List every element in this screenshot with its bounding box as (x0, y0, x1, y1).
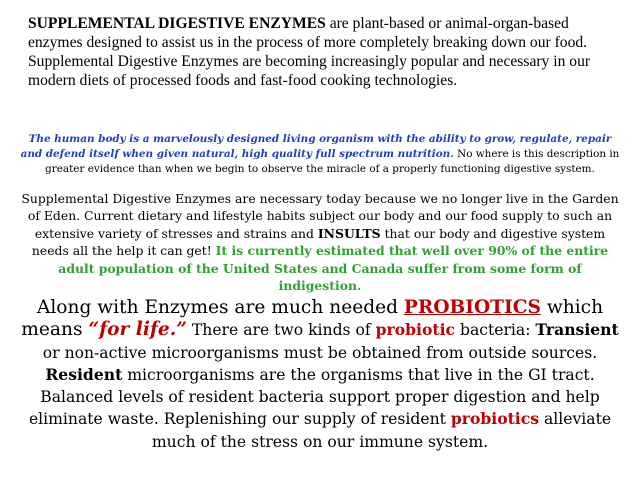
human-body-highlight: The human body is a marvelously designed living organism with the ability to grow, regulate, repair and defend itself when given natural, high quality full spectrum nutrition. (20, 133, 612, 160)
human-body-paragraph (20, 132, 620, 177)
indigestion-statistic: It is currently estimated that well over 90% of the entire adult population of the United States and Canada suffer from some form of indigestion. (58, 243, 609, 294)
necessity-text-2: that our body and digestive system needs all the help it can get! (31, 225, 606, 259)
probiotics-text-1: There are two kinds of (186, 321, 376, 340)
probiotics-term: probiotics (450, 409, 540, 429)
probiotics-paragraph (14, 297, 626, 453)
which-means-text: which means (21, 297, 604, 341)
probiotics-text-4: microorganisms are the organisms that live in the GI tract. Balanced levels of resident bacteria support proper digestion and help eliminate waste. Replenishing our supply of resident (28, 365, 600, 429)
probiotics-lead: Along with Enzymes are much needed (36, 297, 404, 318)
enzymes-term: SUPPLEMENTAL DIGESTIVE ENZYMES (28, 15, 326, 32)
for-life-term: “for life.” (88, 319, 187, 341)
enzymes-necessity-paragraph (20, 190, 620, 294)
probiotic-term: probiotic (375, 320, 455, 340)
enzymes-intro-text: are plant-based or animal-organ-based enzymes designed to assist us in the process of more completely breaking down our food. Supplemental Digestive Enzymes are becoming increasingly popular and necessary in our modern diets of processed foods and fast-food cooking technologies. (28, 15, 591, 89)
probiotics-heading: PROBIOTICS (403, 297, 541, 318)
necessity-text-1: Supplemental Digestive Enzymes are necessary today because we no longer live in the Garden of Eden. Current dietary and lifestyle habits subject our body and our food supply to such an extensive variety of stresses and strains and (21, 191, 619, 241)
resident-term: Resident (45, 364, 123, 384)
insults-term: INSULTS (317, 225, 381, 241)
probiotics-text-5: alleviate much of the stress on our immune system. (151, 410, 612, 451)
transient-term: Transient (535, 320, 619, 340)
enzymes-intro-paragraph (28, 14, 606, 90)
probiotics-text-3: or non-active microorganisms must be obtained from outside sources. (42, 343, 598, 362)
probiotics-text-2: bacteria: (455, 321, 536, 340)
human-body-text: No where is this description in greater evidence than when we begin to observe the miracle of a properly functioning digestive system. (45, 148, 620, 175)
